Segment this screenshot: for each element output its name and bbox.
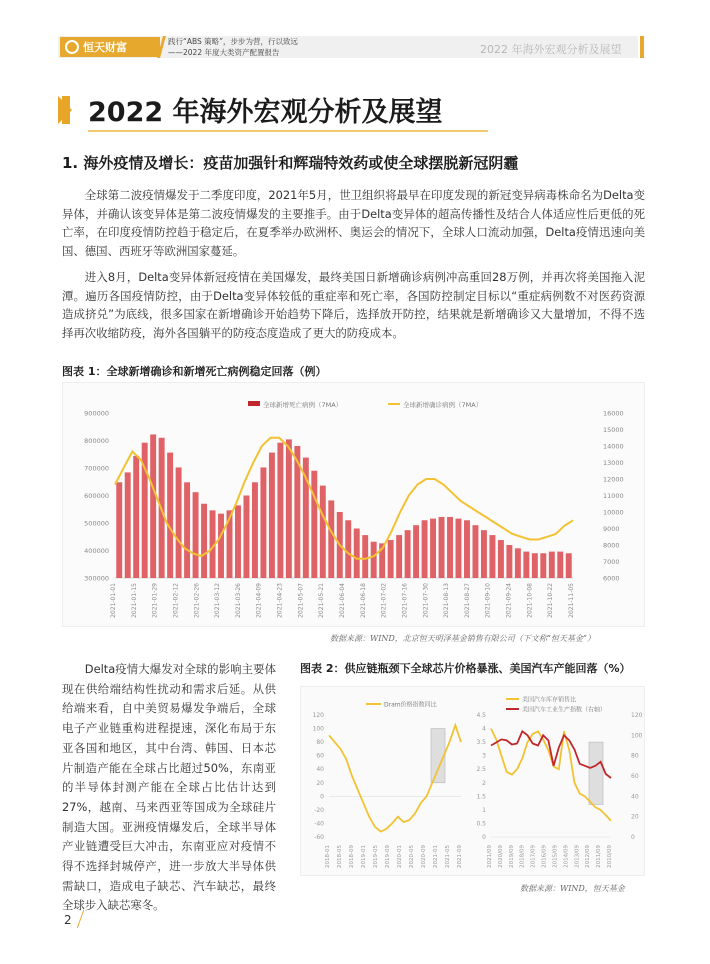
auto-x-tick-label: 2018/09 xyxy=(519,845,526,868)
death-bar xyxy=(498,540,504,578)
auto-y-left-tick-label: 4.5 xyxy=(476,712,486,719)
paragraph-3: Delta疫情大爆发对全球的影响主要体现在供给端结构性扰动和需求后延。从供给端来看，自中美贸易爆发争端后，全球电子产业链重构进程提速，深化布局于东亚各国和地区，其中台湾、韩国、日本芯片制造产能在全球占比超过50%，东南亚的半导体封测产能在全球占比估计达到27%，越南、马来西亚等国成为全球硅片制造大国。亚洲疫情爆发后，全球半导体产业链遭受巨大冲击，东南亚应对疫情不得不选择封城停产，进一步放大半导体供需缺口，造成电子缺芯、汽车缺芯，最终全球步入缺芯寒冬。 xyxy=(62,662,276,913)
x-tick-label: 2021-05-21 xyxy=(318,583,326,618)
figure-2-source: 数据来源：WIND，恒天基金 xyxy=(520,884,625,893)
death-bar xyxy=(371,542,377,578)
dram-x-tick-label: 2019-01 xyxy=(361,845,367,868)
dram-y-tick-label: 20 xyxy=(316,779,324,787)
death-bar xyxy=(150,434,156,578)
x-tick-label: 2021-10-22 xyxy=(547,583,555,618)
death-bar xyxy=(269,453,275,578)
y-right-tick-label: 13000 xyxy=(603,459,624,467)
x-tick-label: 2021-07-16 xyxy=(401,583,409,618)
death-bar xyxy=(320,486,326,578)
death-bar xyxy=(430,519,436,578)
auto-x-tick-label: 2020/09 xyxy=(497,845,504,868)
dram-x-tick-label: 2020-01 xyxy=(397,845,403,868)
dram-x-tick-label: 2018-01 xyxy=(325,845,331,868)
death-bar xyxy=(201,504,207,578)
x-tick-label: 2021-01-15 xyxy=(130,583,138,618)
figure-1-source: 数据来源：WIND，北京恒天明泽基金销售有限公司（下文称“恒天基金”） xyxy=(330,634,595,643)
x-tick-label: 2021-10-08 xyxy=(526,583,534,618)
legend-swatch-cases xyxy=(388,403,400,405)
y-right-tick-label: 15000 xyxy=(603,426,624,434)
page-title: 2022 年海外宏观分析及展望 xyxy=(88,97,443,128)
dram-x-tick-label: 2018-05 xyxy=(337,845,343,868)
title-underline xyxy=(88,130,488,132)
header-slogan xyxy=(168,36,298,58)
dram-x-tick-label: 2021-05 xyxy=(445,845,451,868)
death-bar xyxy=(388,540,394,578)
legend-swatch-deaths xyxy=(248,401,260,406)
x-tick-label: 2021-02-12 xyxy=(172,583,180,618)
auto-y-left-tick-label: 1.5 xyxy=(476,793,486,801)
dram-y-tick-label: -40 xyxy=(314,820,324,828)
x-tick-label: 2021-05-07 xyxy=(297,583,305,618)
company-logo xyxy=(60,37,160,57)
dram-y-tick-label: 120 xyxy=(312,712,324,719)
y-right-tick-label: 14000 xyxy=(603,442,624,451)
auto-x-tick-label: 2016/09 xyxy=(541,845,548,868)
death-bar xyxy=(540,553,546,578)
dram-x-tick-label: 2019-05 xyxy=(373,845,379,868)
death-bar xyxy=(515,548,521,578)
dram-y-tick-label: 100 xyxy=(312,725,324,733)
x-tick-label: 2021-01-29 xyxy=(151,583,159,618)
dram-x-tick-label: 2021-09 xyxy=(457,845,463,868)
auto-y-right-tick-label: 60 xyxy=(631,773,639,780)
x-tick-label: 2021-02-26 xyxy=(193,583,201,618)
death-bar xyxy=(252,482,258,578)
auto-y-right-tick-label: 80 xyxy=(631,752,639,760)
header-accent xyxy=(640,36,644,58)
auto-y-left-tick-label: 0.5 xyxy=(476,820,486,828)
death-bar xyxy=(133,456,139,578)
death-bar xyxy=(472,525,478,578)
paragraph-2: 进入8月，Delta变异体新冠疫情在美国爆发，最终美国日新增确诊病例冲高重回28万例，并再次将美国拖入泥潭。遍历各国疫情防控，由于Delta变异体较低的重症率和死亡率，各国防控制定目标以“重症病例数不对医药资源造成挤兑”为底线，很多国家在新增确诊开始趋势下降后，选择放开防控，结果就是新增确诊又大量增加，不得不选择再次收缩防疫，海外各国躺平的防疫态度造成了更大的防疫成本。 xyxy=(62,270,645,340)
x-tick-label: 2021-11-05 xyxy=(568,583,575,618)
auto-x-tick-label: 2017/09 xyxy=(530,845,537,868)
death-bar xyxy=(311,471,317,578)
death-bar xyxy=(447,517,453,578)
auto-y-left-tick-label: 0 xyxy=(482,834,486,841)
x-tick-label: 2021-06-18 xyxy=(359,583,367,618)
logo-text: 恒天财富 xyxy=(83,41,127,54)
page-header xyxy=(0,0,710,64)
dram-x-tick-label: 2020-05 xyxy=(409,845,415,868)
legend-label-cases: 全球新增确诊病例（7MA） xyxy=(403,401,483,409)
death-bar xyxy=(176,467,182,578)
death-bar xyxy=(523,552,529,578)
auto-x-tick-label: 2010/09 xyxy=(607,845,613,868)
y-left-tick-label: 800000 xyxy=(84,437,109,445)
death-bar xyxy=(167,453,173,578)
figure-2-chart xyxy=(300,686,645,876)
auto-x-tick-label: 2012/09 xyxy=(585,845,592,868)
death-bar xyxy=(354,529,360,579)
x-tick-label: 2021-07-02 xyxy=(380,583,388,618)
page-number: 2 xyxy=(64,913,72,927)
dram-x-tick-label: 2021-01 xyxy=(433,845,439,868)
y-right-tick-label: 8000 xyxy=(603,541,620,550)
x-tick-label: 2021-03-12 xyxy=(214,583,222,618)
auto-y-right-tick-label: 40 xyxy=(631,793,639,801)
death-bar xyxy=(243,496,249,579)
auto-x-tick-label: 2021/09 xyxy=(487,845,493,868)
logo-mark-icon xyxy=(65,40,79,54)
x-tick-label: 2021-09-24 xyxy=(505,583,513,618)
dram-y-tick-label: 60 xyxy=(316,752,324,760)
death-bar xyxy=(566,553,572,578)
x-tick-label: 2021-09-10 xyxy=(484,583,492,618)
figure-2-svg xyxy=(301,687,646,877)
y-left-tick-label: 600000 xyxy=(84,492,109,500)
figure-1-svg xyxy=(63,383,646,628)
y-right-tick-label: 7000 xyxy=(603,558,620,566)
confirmed-cases-line xyxy=(115,438,573,559)
auto-y-right-tick-label: 20 xyxy=(631,813,639,821)
death-bar xyxy=(362,535,368,578)
dram-y-tick-label: -20 xyxy=(314,806,324,814)
figure-1-chart xyxy=(62,382,645,627)
death-bar xyxy=(125,472,131,578)
auto-y-right-tick-label: 100 xyxy=(631,732,643,740)
auto-y-left-tick-label: 1 xyxy=(482,806,486,814)
death-bar xyxy=(506,545,512,578)
y-left-tick-label: 400000 xyxy=(84,547,109,555)
death-bar xyxy=(345,520,351,578)
death-bar xyxy=(218,514,224,578)
y-left-tick-label: 900000 xyxy=(84,409,109,418)
figure-1-title: 图表 1：全球新增确诊和新增死亡病例稳定回落（例） xyxy=(62,365,327,378)
dram-y-tick-label: 80 xyxy=(316,739,324,747)
death-bar xyxy=(405,530,411,578)
x-tick-label: 2021-01-01 xyxy=(110,583,117,618)
legend-label-inventory: 美国汽车库存销售比 xyxy=(522,696,577,704)
auto-x-tick-label: 2013/09 xyxy=(574,845,581,868)
auto-y-right-tick-label: 120 xyxy=(631,712,643,719)
death-bar xyxy=(481,530,487,578)
x-tick-label: 2021-08-13 xyxy=(443,583,451,618)
death-bar xyxy=(184,482,190,578)
death-bar xyxy=(193,492,199,578)
figure-2-title: 图表 2：供应链瓶颈下全球芯片价格暴涨、美国汽车产能回落（%） xyxy=(300,662,631,675)
death-bar xyxy=(277,443,283,578)
x-tick-label: 2021-07-30 xyxy=(422,583,430,618)
y-right-tick-label: 12000 xyxy=(603,475,624,484)
death-bar xyxy=(235,505,241,578)
auto-y-left-tick-label: 3 xyxy=(482,752,486,760)
x-tick-label: 2021-08-27 xyxy=(463,583,471,618)
auto-x-tick-label: 2015/09 xyxy=(552,845,559,868)
y-left-tick-label: 700000 xyxy=(84,464,109,473)
death-bar xyxy=(456,519,462,578)
y-right-tick-label: 9000 xyxy=(603,525,620,533)
auto-y-left-tick-label: 3.5 xyxy=(476,739,486,747)
auto-y-left-tick-label: 4 xyxy=(482,725,486,733)
y-left-tick-label: 500000 xyxy=(84,519,109,528)
chart1-legend xyxy=(248,400,482,409)
death-bar xyxy=(413,525,419,578)
death-bar xyxy=(260,467,266,578)
y-right-tick-label: 10000 xyxy=(603,508,624,517)
x-tick-label: 2021-06-04 xyxy=(339,583,346,618)
auto-y-left-tick-label: 2.5 xyxy=(476,766,486,774)
x-tick-label: 2021-03-26 xyxy=(234,583,242,618)
paragraph-1: 全球第二波疫情爆发于二季度印度，2021年5月，世卫组织将最早在印度发现的新冠变异病毒株命名为Delta变异体，并确认该变异体是第二波疫情爆发的主要推手。由于Delta变异体的超高传播性及结合人体适应性后更低的死亡率，在印度疫情防控趋于稳定后，在夏季举办欧洲杯、奥运会的情况下，全球人口流动加强，Delta疫情迅速向美国、德国、西班牙等欧洲国家蔓延。 xyxy=(62,188,645,258)
slogan-line-2: ——2022 年度大类资产配置报告 xyxy=(168,48,280,57)
dram-y-tick-label: 40 xyxy=(316,766,324,774)
death-bar xyxy=(286,439,292,578)
death-bar xyxy=(532,553,538,578)
y-right-tick-label: 16000 xyxy=(603,409,624,418)
death-bar xyxy=(396,535,402,578)
y-left-tick-label: 300000 xyxy=(84,574,109,583)
y-right-tick-label: 6000 xyxy=(603,574,620,583)
death-bar xyxy=(116,482,122,578)
header-section-title: 2022 年海外宏观分析及展望 xyxy=(480,43,622,56)
auto-highlight-box xyxy=(589,742,603,804)
death-bar xyxy=(439,517,445,578)
death-bar xyxy=(422,520,428,578)
legend-label-dram: Dram价格指数同比 xyxy=(384,701,437,709)
death-bar xyxy=(464,520,470,578)
auto-y-right-tick-label: 0 xyxy=(631,834,635,841)
x-tick-label: 2021-04-23 xyxy=(276,583,284,618)
auto-x-tick-label: 2014/09 xyxy=(563,845,570,868)
auto-y-left-tick-label: 2 xyxy=(482,779,486,787)
death-bar xyxy=(489,535,495,578)
auto-x-tick-label: 2019/09 xyxy=(508,845,515,868)
auto-x-tick-label: 2011/09 xyxy=(596,845,603,868)
y-right-tick-label: 11000 xyxy=(603,492,624,500)
slogan-line-1: 践行“ABS 策略”，步步为营，行以致远 xyxy=(168,37,299,46)
death-bar xyxy=(557,552,563,578)
dram-x-tick-label: 2020-09 xyxy=(421,845,427,868)
death-bar xyxy=(549,552,555,578)
section-heading: 1. 海外疫情及增长：疫苗加强针和辉瑞特效药或使全球摆脱新冠阴霾 xyxy=(62,154,519,172)
legend-label-deaths: 全球新增死亡病例（7MA） xyxy=(263,401,343,409)
title-arrow-icon xyxy=(58,96,72,124)
dram-x-tick-label: 2018-09 xyxy=(349,845,355,868)
dram-x-tick-label: 2019-09 xyxy=(385,845,391,868)
dram-y-tick-label: -60 xyxy=(314,834,324,841)
x-tick-label: 2021-04-09 xyxy=(255,583,263,618)
death-bar xyxy=(328,500,334,578)
legend-label-production: 美国汽车工业生产指数（右轴） xyxy=(522,706,607,714)
dram-y-tick-label: 0 xyxy=(320,793,324,801)
